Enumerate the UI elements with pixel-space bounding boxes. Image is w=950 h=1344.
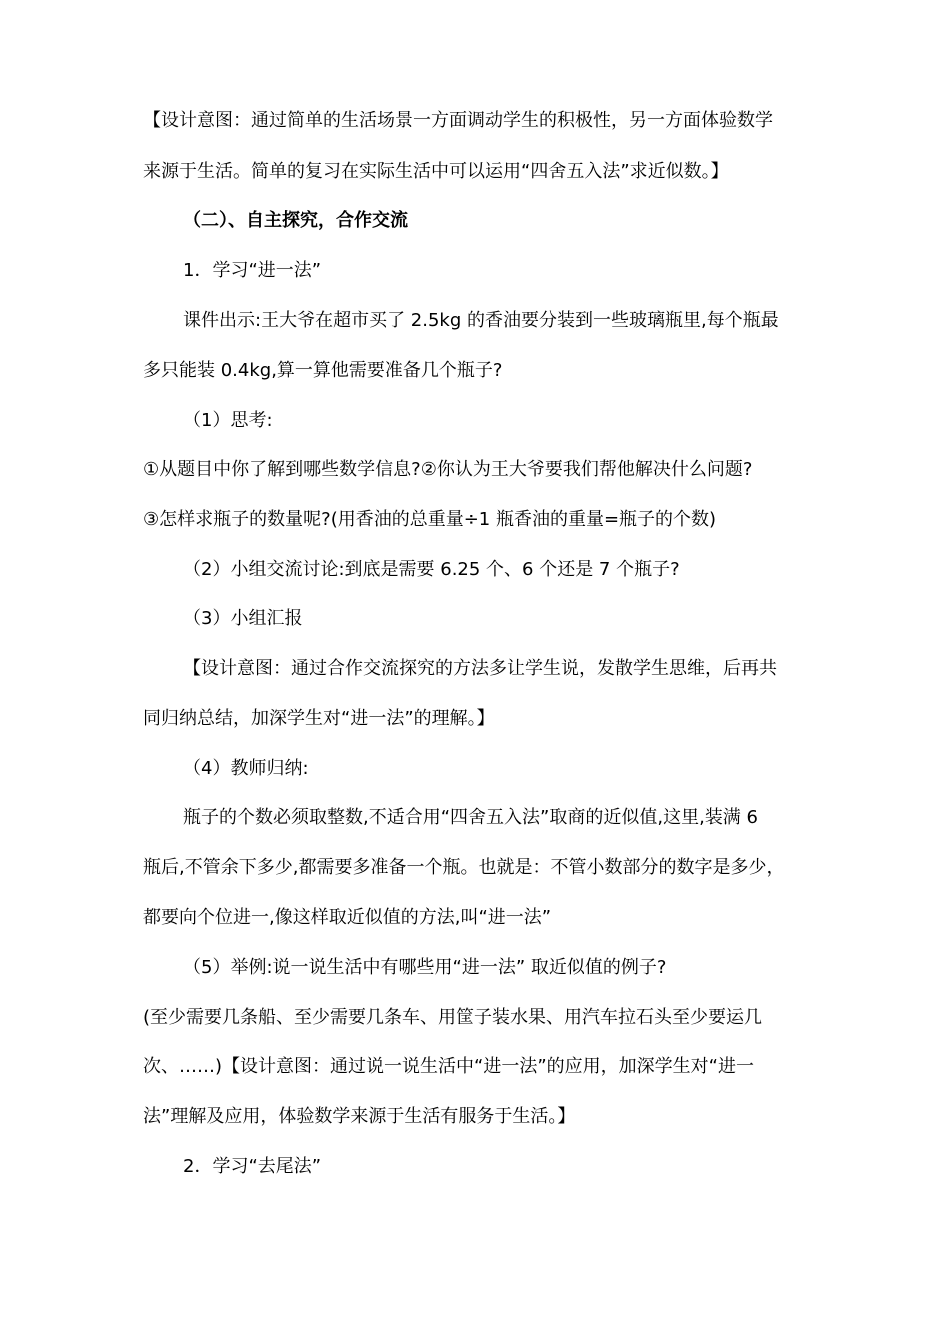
- step-1-heading: （1）思考:: [183, 410, 273, 431]
- teacher-summary-line-2: 瓶后,不管余下多少,都需要多准备一个瓶。也就是：不管小数部分的数字是多少，: [143, 857, 785, 878]
- step-1-question-line-1: ①从题目中你了解到哪些数学信息?②你认为王大爷要我们帮他解决什么问题?: [143, 459, 753, 480]
- design-intent-paragraph-1-line-1: 【设计意图：通过简单的生活场景一方面调动学生的积极性，另一方面体验数学: [143, 110, 773, 131]
- step-4-heading: （4）教师归纳:: [183, 758, 309, 779]
- examples-line-3: 法”理解及应用，体验数学来源于生活有服务于生活。】: [143, 1106, 576, 1127]
- step-3-text: （3）小组汇报: [183, 608, 303, 629]
- teacher-summary-line-3: 都要向个位进一,像这样取近似值的方法,叫“进一法”: [143, 907, 552, 928]
- design-intent-paragraph-2-line-2: 同归纳总结，加深学生对“进一法”的理解。】: [143, 708, 495, 729]
- section-heading: （二）、自主探究，合作交流: [183, 210, 408, 231]
- problem-text-line-1: 课件出示:王大爷在超市买了 2.5kg 的香油要分装到一些玻璃瓶里,每个瓶最: [183, 310, 779, 331]
- step-2-text: （2）小组交流讨论:到底是需要 6.25 个、6 个还是 7 个瓶子?: [183, 559, 680, 580]
- problem-text-line-2: 多只能装 0.4kg,算一算他需要准备几个瓶子?: [143, 360, 503, 381]
- teacher-summary-line-1: 瓶子的个数必须取整数,不适合用“四舍五入法”取商的近似值,这里,装满 6: [183, 807, 758, 828]
- examples-line-1: (至少需要几条船、至少需要几条车、用筐子装水果、用汽车拉石头至少要运几: [143, 1007, 763, 1028]
- subsection-heading-2: 2．学习“去尾法”: [183, 1156, 322, 1177]
- design-intent-paragraph-2-line-1: 【设计意图：通过合作交流探究的方法多让学生说，发散学生思维，后再共: [183, 658, 777, 679]
- step-5-text: （5）举例:说一说生活中有哪些用“进一法” 取近似值的例子?: [183, 957, 667, 978]
- step-1-question-line-2: ③怎样求瓶子的数量呢?(用香油的总重量÷1 瓶香油的重量=瓶子的个数): [143, 509, 717, 530]
- examples-line-2: 次、……)【设计意图：通过说一说生活中“进一法”的应用，加深学生对“进一: [143, 1056, 754, 1077]
- subsection-heading-1: 1．学习“进一法”: [183, 260, 322, 281]
- design-intent-paragraph-1-line-2: 来源于生活。简单的复习在实际生活中可以运用“四舍五入法”求近似数。】: [143, 161, 729, 182]
